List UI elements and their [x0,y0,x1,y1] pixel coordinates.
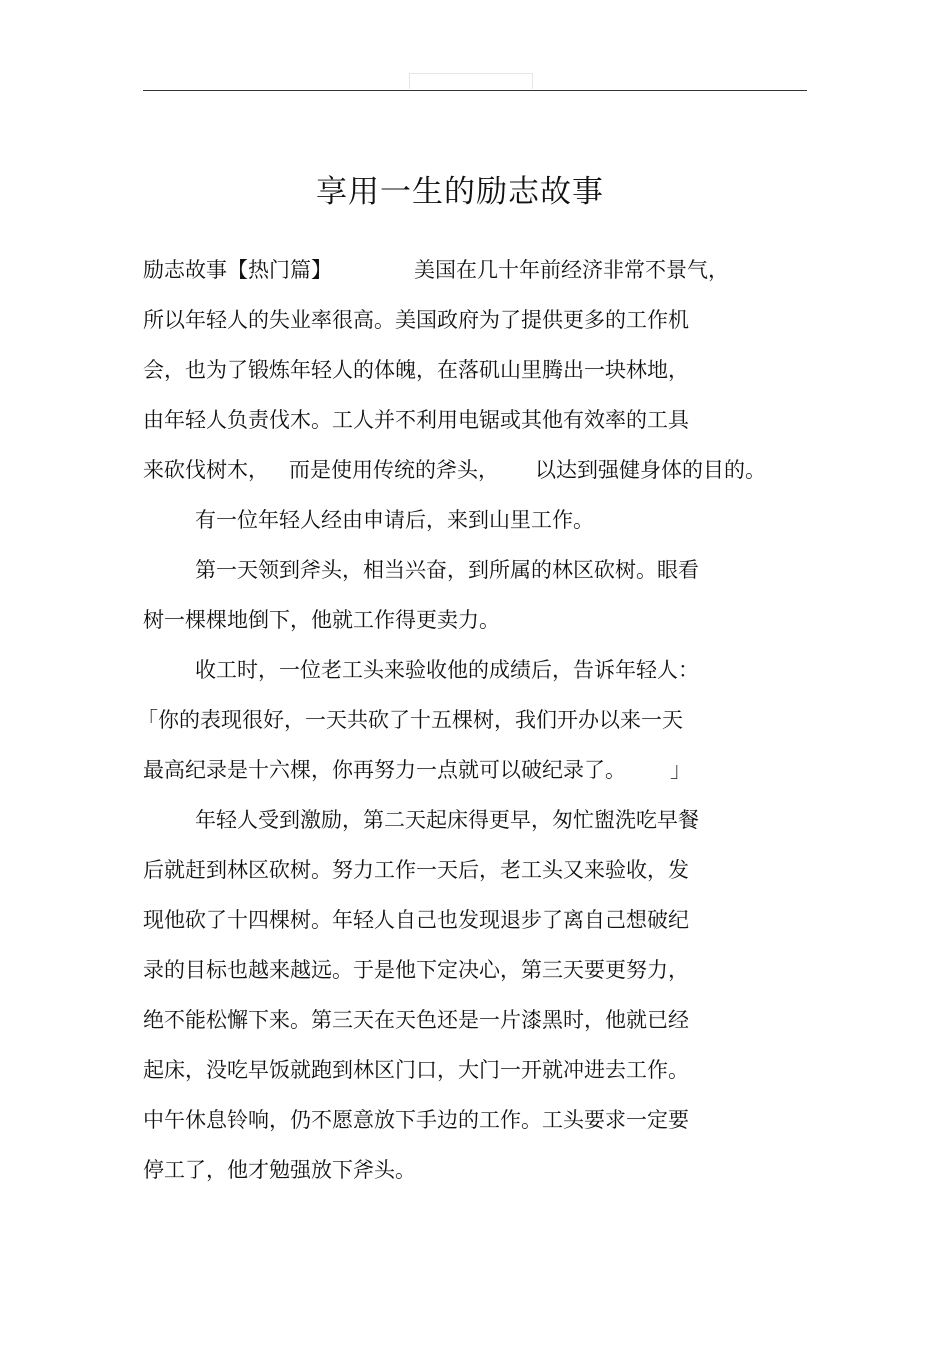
text-line: 第一天领到斧头，相当兴奋，到所属的林区砍树。眼看 [195,558,699,582]
text-line: 会，也为了锻炼年轻人的体魄，在落矶山里腾出一块林地， [143,358,689,382]
text-line: 绝不能松懈下来。第三天在天色还是一片漆黑时，他就已经 [143,1008,689,1032]
text-segment: 来砍伐树木， [143,458,269,482]
text-line: 「你的表现很好，一天共砍了十五棵树，我们开办以来一天 [137,708,683,732]
text-line [143,245,803,295]
text-segment: 而是使用传统的斧头， [289,458,499,482]
text-segment: 最高纪录是十六棵，你再努力一点就可以破纪录了。 [143,758,626,782]
text-line: 所以年轻人的失业率很高。美国政府为了提供更多的工作机 [143,308,689,332]
text-line: 收工时，一位老工头来验收他的成绩后，告诉年轻人： [195,658,699,682]
text-segment: 美国在几十年前经济非常不景气， [414,258,729,282]
text-line: 后就赶到林区砍树。努力工作一天后，老工头又来验收，发 [143,858,689,882]
section-label: 励志故事【热门篇】 [143,258,332,282]
text-segment: 以达到强健身体的目的。 [535,458,766,482]
text-line: 树一棵棵地倒下，他就工作得更卖力。 [143,608,500,632]
text-line: 有一位年轻人经由申请后，来到山里工作。 [195,508,594,532]
closing-quote: 」 [670,758,691,782]
header-rule [143,90,807,91]
document-title: 享用一生的励志故事 [316,174,604,210]
text-line: 录的目标也越来越远。于是他下定决心，第三天要更努力， [143,958,689,982]
text-line [143,445,803,495]
header-tab [409,73,533,89]
text-line: 停工了，他才勉强放下斧头。 [143,1158,416,1182]
text-line: 起床，没吃早饭就跑到林区门口，大门一开就冲进去工作。 [143,1058,689,1082]
text-line: 中午休息铃响，仍不愿意放下手边的工作。工头要求一定要 [143,1108,689,1132]
text-line: 现他砍了十四棵树。年轻人自己也发现退步了离自己想破纪 [143,908,689,932]
text-line [143,745,803,795]
text-line: 由年轻人负责伐木。工人并不利用电锯或其他有效率的工具 [143,408,689,432]
text-line: 年轻人受到激励，第二天起床得更早，匆忙盥洗吃早餐 [195,808,699,832]
document-body [137,245,803,1195]
